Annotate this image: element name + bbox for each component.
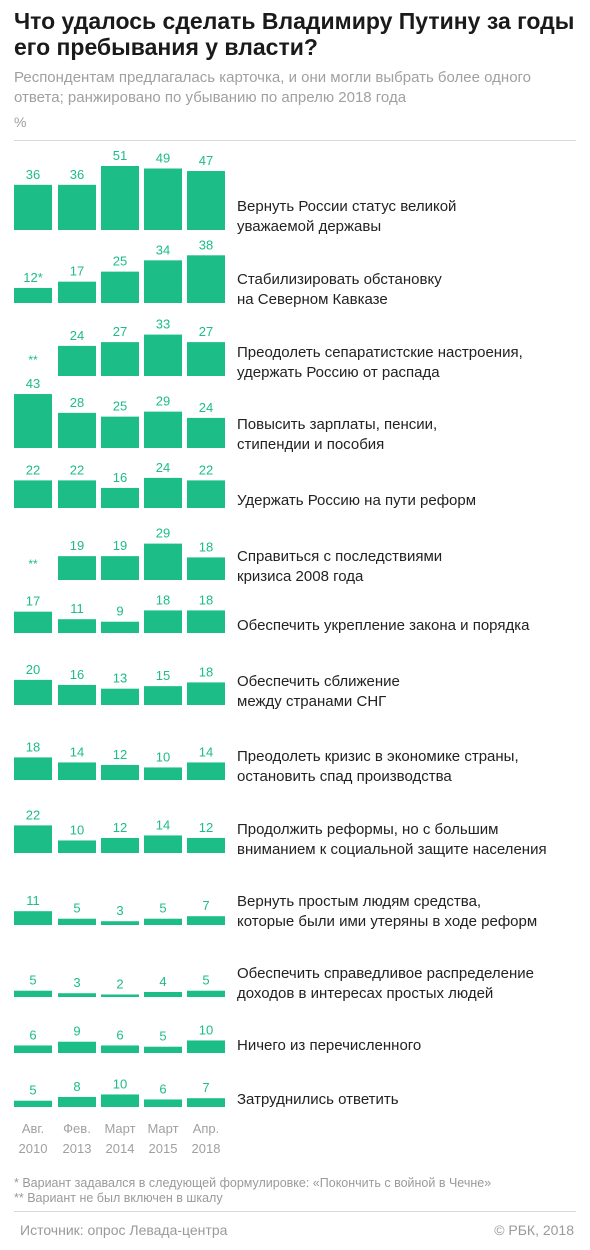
bar-value-label xyxy=(26,893,40,908)
bar xyxy=(144,169,182,230)
bar xyxy=(101,272,139,303)
bar-value-label xyxy=(70,462,84,477)
bar-value: 18 xyxy=(198,539,214,555)
bar-value: 15 xyxy=(155,668,171,684)
bar-value-label xyxy=(70,538,84,553)
bar-value-label xyxy=(26,807,40,822)
bar-value: 22 xyxy=(25,462,41,478)
bar-value-label xyxy=(116,976,123,991)
bar-value-label xyxy=(156,592,170,607)
bar-value-label xyxy=(70,822,84,837)
bar-value-label xyxy=(199,539,213,554)
bar-value: 10 xyxy=(69,822,85,838)
bar xyxy=(187,557,225,580)
row-label: удержать Россию от распада xyxy=(237,364,440,381)
bar xyxy=(58,762,96,780)
bottom-divider xyxy=(14,1211,576,1212)
row-label: остановить спад производства xyxy=(237,768,452,785)
bar-value: 14 xyxy=(155,817,171,833)
bar-value: 18 xyxy=(198,592,214,608)
bar-value: 18 xyxy=(25,739,41,755)
bar-value-label xyxy=(156,526,170,541)
bar xyxy=(144,767,182,780)
bar-value: 51 xyxy=(112,148,128,163)
bar xyxy=(144,1099,182,1107)
bar-value: 9 xyxy=(116,603,124,619)
bar xyxy=(58,413,96,448)
footnote-double-asterisk: ** Вариант не был включен в шкалу xyxy=(14,1191,223,1205)
bar-value: 29 xyxy=(155,393,171,409)
bar xyxy=(187,610,225,633)
bar xyxy=(187,762,225,780)
bar xyxy=(144,478,182,508)
bar-value-label xyxy=(73,901,80,916)
bar-value-label xyxy=(113,254,127,269)
bar xyxy=(14,911,52,925)
bar xyxy=(144,919,182,925)
bar-value-label xyxy=(70,601,84,616)
bar-value: 22 xyxy=(25,807,41,823)
bar xyxy=(101,1094,139,1107)
bar-value-label xyxy=(113,470,127,485)
bar xyxy=(58,346,96,376)
bar-value-label xyxy=(199,324,213,339)
bar-value: 12 xyxy=(198,819,214,835)
bar-value: 33 xyxy=(155,316,171,332)
bar-value-label xyxy=(156,668,170,683)
bar xyxy=(58,1097,96,1107)
bar xyxy=(187,480,225,508)
row-label: стипендии и пособия xyxy=(237,436,385,453)
bar-value-label xyxy=(70,328,84,343)
bar-value: 17 xyxy=(69,263,85,279)
bar xyxy=(187,682,225,705)
bar-value: 27 xyxy=(112,324,128,340)
row-label: Продолжить реформы, но с большим xyxy=(237,821,499,838)
bar-value: 6 xyxy=(116,1027,124,1043)
chart-title: Что удалось сделать Владимиру Путину за годы его пребывания у власти? xyxy=(14,8,575,60)
bar-value-label xyxy=(199,744,213,759)
bar-value-label xyxy=(159,1081,166,1096)
period-label: 2014 xyxy=(105,1141,135,1156)
bar-value-label xyxy=(199,664,213,679)
bar-value: 19 xyxy=(69,538,85,554)
bar-value-label xyxy=(113,671,127,686)
row-label: на Северном Кавказе xyxy=(237,291,388,308)
bar-value-label xyxy=(116,903,123,918)
bar xyxy=(14,1045,52,1053)
bar xyxy=(101,166,139,230)
bar-value: 5 xyxy=(29,972,37,988)
bar-value: 49 xyxy=(155,150,171,166)
bar xyxy=(14,480,52,508)
bar-value-label xyxy=(159,1029,166,1044)
bar xyxy=(187,916,225,925)
period-label: 2010 xyxy=(18,1141,48,1156)
bar xyxy=(187,1040,225,1053)
bar-value-label xyxy=(113,820,127,835)
bar-value: 5 xyxy=(159,1028,167,1044)
bar xyxy=(144,544,182,580)
bar xyxy=(14,288,52,303)
bar-value-label xyxy=(113,538,127,553)
chart-subtitle: Респондентам предлагалась карточка, и они могли выбрать более одного ответа; ранжировано по убыванию по апрелю 2018 года xyxy=(14,69,532,106)
bar-value-label xyxy=(70,264,84,279)
bar-value: 13 xyxy=(112,670,128,686)
bar-value-label xyxy=(156,242,170,257)
bar xyxy=(58,282,96,303)
row-label: между странами СНГ xyxy=(237,693,387,710)
bar-value-label xyxy=(199,592,213,607)
missing-mark: ** xyxy=(28,557,38,571)
row-label: кризиса 2008 года xyxy=(237,568,364,585)
bar-value: 25 xyxy=(112,398,128,414)
bar xyxy=(14,185,52,230)
bar xyxy=(144,335,182,376)
bar-value: 18 xyxy=(198,664,214,680)
bar-value-label xyxy=(156,817,170,832)
bar xyxy=(101,838,139,853)
bar-value-label xyxy=(113,324,127,339)
bar-value-label xyxy=(199,153,213,168)
bar-value: 7 xyxy=(202,1080,210,1096)
bar xyxy=(58,619,96,633)
bar xyxy=(101,622,139,633)
bar-value: 5 xyxy=(159,900,167,916)
bar-value-label xyxy=(199,462,213,477)
bar-value: 4 xyxy=(159,973,167,989)
row-label: доходов в интересах простых людей xyxy=(237,985,494,1002)
bar xyxy=(58,1042,96,1053)
row-label: уважаемой державы xyxy=(237,218,382,235)
bar-value: 22 xyxy=(69,462,85,478)
bar xyxy=(58,185,96,230)
bar-value: 11 xyxy=(26,893,40,909)
period-label: Март xyxy=(147,1121,179,1136)
bar-value: 43 xyxy=(25,376,41,392)
bar-value: 6 xyxy=(159,1081,167,1097)
period-label: Март xyxy=(104,1121,136,1136)
missing-mark: ** xyxy=(28,353,38,367)
bar-value: 34 xyxy=(155,242,171,258)
bar xyxy=(144,610,182,633)
row-label: вниманием к социальной защите населения xyxy=(237,841,547,858)
row-label: Преодолеть кризис в экономике страны, xyxy=(237,748,519,765)
bar xyxy=(14,1101,52,1107)
row-label: Вернуть России статус великой xyxy=(237,198,457,215)
bar-value-label xyxy=(26,462,40,477)
bar-value: 3 xyxy=(116,903,124,919)
bar xyxy=(144,260,182,303)
bar-value: 12 xyxy=(23,269,38,285)
bar xyxy=(101,417,139,448)
row-label: Преодолеть сепаратистские настроения, xyxy=(237,344,523,361)
bar xyxy=(144,1047,182,1053)
bar xyxy=(58,685,96,705)
bar-value-label xyxy=(202,898,209,913)
bar-value: 24 xyxy=(198,399,214,415)
bar xyxy=(14,394,52,448)
bar-value-label xyxy=(156,460,170,475)
bar-value-label xyxy=(29,973,36,988)
bar xyxy=(58,919,96,925)
bar xyxy=(58,993,96,997)
bar-value: 12 xyxy=(112,819,128,835)
bar-value: 10 xyxy=(198,1022,214,1038)
footnote-asterisk: * Вариант задавался в следующей формулировке: «Покончить с войной в Чечне» xyxy=(14,1176,492,1190)
bar-value: 22 xyxy=(198,462,214,478)
row-label: Затруднились ответить xyxy=(237,1091,399,1108)
bar xyxy=(58,556,96,580)
bar-value-label xyxy=(29,1083,36,1098)
bar xyxy=(14,825,52,853)
bar-value: 17 xyxy=(25,593,41,609)
bar xyxy=(187,838,225,853)
bar-value: 9 xyxy=(73,1023,81,1039)
period-label: Апр. xyxy=(192,1121,220,1136)
bar-value: 18 xyxy=(155,592,171,608)
bar-value: 5 xyxy=(73,900,81,916)
row-label: Стабилизировать обстановку xyxy=(237,271,442,288)
bar-value: 2 xyxy=(116,976,124,992)
bar xyxy=(144,835,182,853)
period-label: Авг. xyxy=(21,1121,45,1136)
bar-value: 8 xyxy=(73,1078,81,1094)
bar xyxy=(101,765,139,780)
bar xyxy=(58,840,96,853)
bar-value: 5 xyxy=(202,972,210,988)
bar-value-label xyxy=(73,1079,80,1094)
bar-value: 7 xyxy=(202,898,210,914)
bar-value-label xyxy=(70,395,84,410)
bar-value: 6 xyxy=(29,1027,37,1043)
bar-value: 24 xyxy=(155,459,171,475)
period-label: Фев. xyxy=(63,1121,91,1136)
bar-value: 36 xyxy=(25,166,41,182)
bar xyxy=(187,418,225,448)
bar-value-label xyxy=(199,237,213,252)
bar-value-label xyxy=(29,1027,36,1042)
bar-value: 36 xyxy=(69,166,85,182)
period-label: 2013 xyxy=(62,1141,92,1156)
row-label: Обеспечить сближение xyxy=(237,673,400,690)
bar xyxy=(187,171,225,230)
bar-value: 38 xyxy=(198,237,214,253)
bar-value: 10 xyxy=(112,1076,128,1092)
row-label: Ничего из перечисленного xyxy=(237,1037,422,1054)
bar-value-label xyxy=(113,1076,127,1091)
bar-value-label xyxy=(26,167,40,182)
bar-value-label xyxy=(156,394,170,409)
bar-value-label xyxy=(156,151,170,166)
bar xyxy=(187,342,225,376)
unit-label: % xyxy=(14,114,27,130)
row-label: Удержать Россию на пути реформ xyxy=(237,492,477,509)
bar xyxy=(14,991,52,997)
bar-value: 29 xyxy=(155,525,171,541)
bar-value-label xyxy=(26,376,40,391)
bar-value: 27 xyxy=(198,324,214,340)
bar-value: 16 xyxy=(112,469,128,485)
bar-value-label xyxy=(70,167,84,182)
bar xyxy=(187,1098,225,1107)
bar xyxy=(14,612,52,633)
bar-value-label xyxy=(202,1080,209,1095)
bar-value-label xyxy=(199,400,213,415)
bar-value-label xyxy=(73,1024,80,1039)
bar-value-label xyxy=(73,975,80,990)
bar xyxy=(144,992,182,997)
bar-value-label xyxy=(159,974,166,989)
footnote-mark: * xyxy=(37,269,43,285)
bar xyxy=(101,1045,139,1053)
bar xyxy=(101,994,139,997)
bar-value-label xyxy=(113,747,127,762)
bar-value: 3 xyxy=(73,975,81,991)
row-label: которые были ими утеряны в ходе реформ xyxy=(237,913,538,930)
bar-value-label xyxy=(159,901,166,916)
bar-value: 5 xyxy=(29,1082,37,1098)
bar-value: 16 xyxy=(69,666,85,682)
bar-value-label xyxy=(202,973,209,988)
row-label: Обеспечить укрепление закона и порядка xyxy=(237,617,530,634)
bar xyxy=(58,480,96,508)
copyright: © РБК, 2018 xyxy=(494,1222,574,1238)
period-label: 2018 xyxy=(191,1141,221,1156)
bar xyxy=(101,488,139,508)
bar-value: 47 xyxy=(198,153,214,169)
bar-value-label xyxy=(116,1027,123,1042)
bar-value: 24 xyxy=(69,327,85,343)
bar-value: 12 xyxy=(112,746,128,762)
bar-value-label xyxy=(113,399,127,414)
bar xyxy=(101,342,139,376)
bar-value-label xyxy=(70,744,84,759)
bar-value: 20 xyxy=(25,661,41,677)
source-note: Источник: опрос Левада-центра xyxy=(20,1222,228,1238)
bar-value-label xyxy=(26,739,40,754)
bar-value-label xyxy=(156,749,170,764)
bar xyxy=(14,757,52,780)
row-label: Обеспечить справедливое распределение xyxy=(237,965,534,982)
bar xyxy=(101,921,139,925)
bar-value: 10 xyxy=(155,749,171,765)
bar-value: 11 xyxy=(70,601,84,617)
bar-value-label xyxy=(199,1022,213,1037)
row-label: Повысить зарплаты, пенсии, xyxy=(237,416,438,433)
bar xyxy=(101,689,139,705)
bar-value-label xyxy=(113,148,127,163)
bar-value-label xyxy=(70,667,84,682)
bar xyxy=(14,680,52,705)
bar xyxy=(144,412,182,448)
bar-value-label xyxy=(26,594,40,609)
bar xyxy=(101,556,139,580)
row-label: Справиться с последствиями xyxy=(237,548,443,565)
bar xyxy=(144,686,182,705)
bar-value: 14 xyxy=(198,744,214,760)
bar-value: 25 xyxy=(112,253,128,269)
bar-value: 14 xyxy=(69,744,85,760)
bar-value-label xyxy=(116,604,123,619)
bar-value-label xyxy=(199,820,213,835)
bar-value: 19 xyxy=(112,538,128,554)
bar xyxy=(187,255,225,303)
bar-value: 28 xyxy=(69,394,85,410)
period-label: 2015 xyxy=(148,1141,178,1156)
row-label: Вернуть простым людям средства, xyxy=(237,893,482,910)
bar xyxy=(187,991,225,997)
bar-value-label xyxy=(23,270,43,285)
bar-value-label xyxy=(26,662,40,677)
bar-value-label xyxy=(156,317,170,332)
